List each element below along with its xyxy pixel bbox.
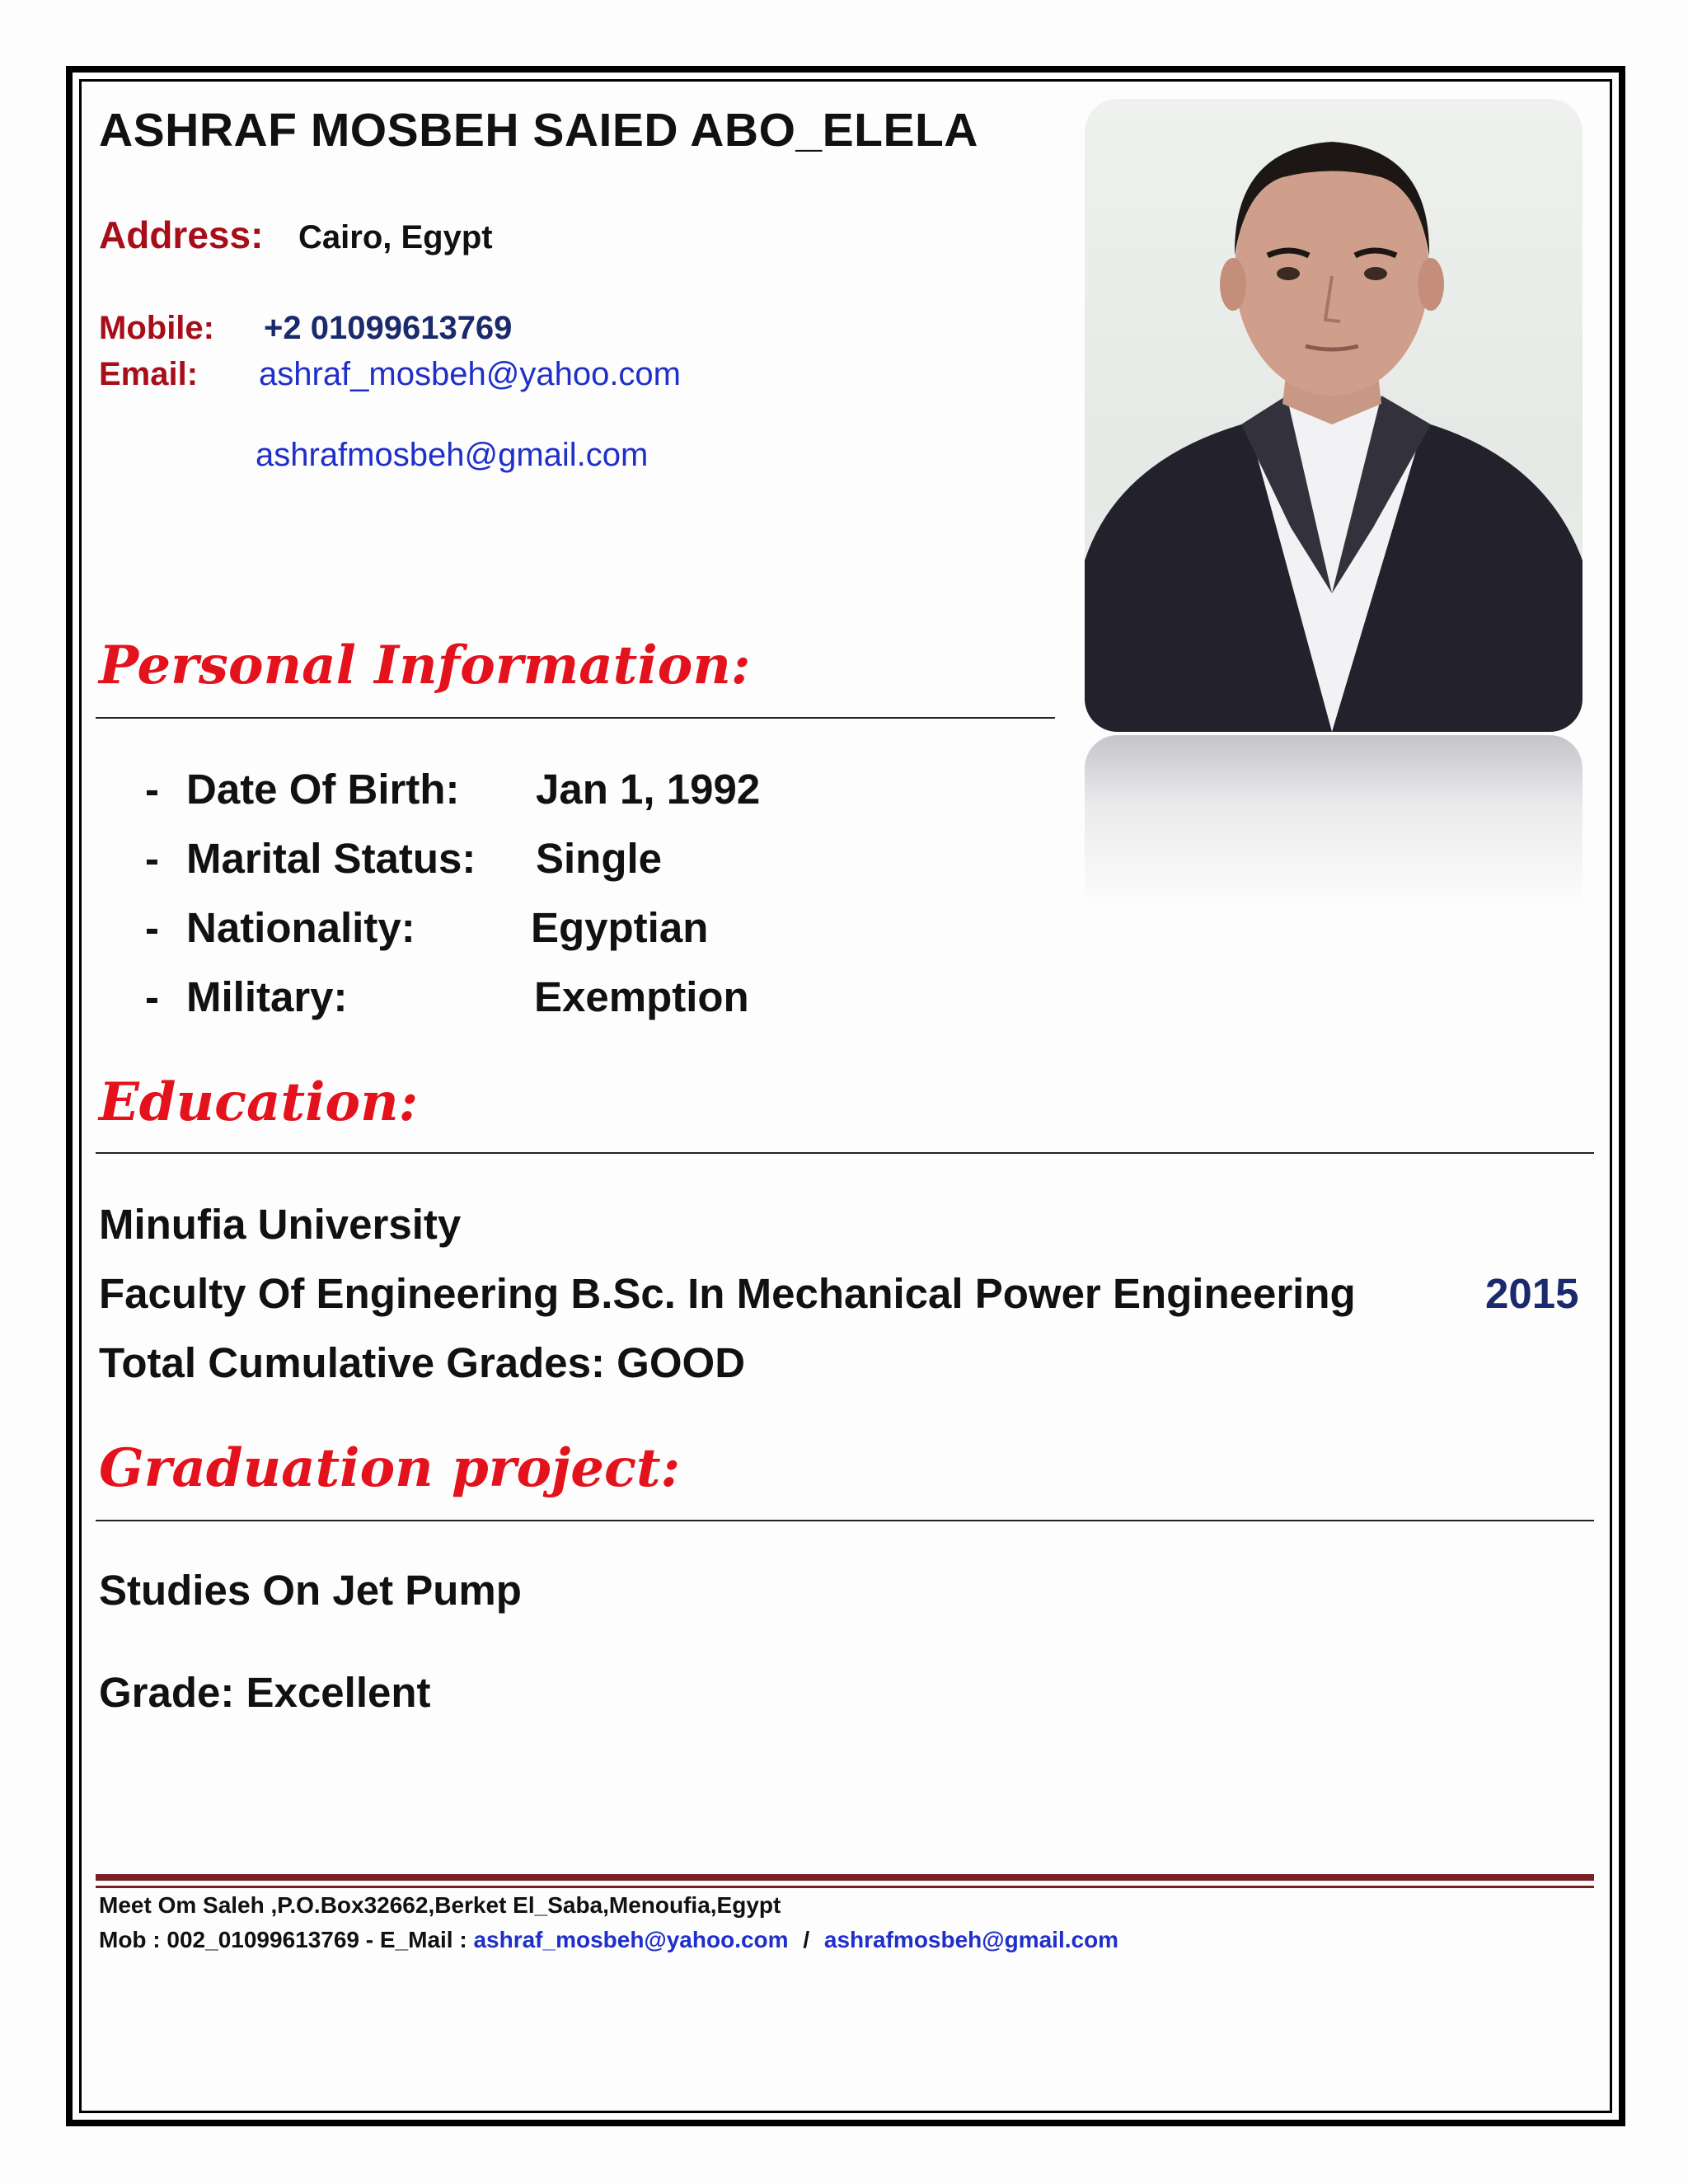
footer-separator: / bbox=[803, 1927, 810, 1952]
section-title-education: Education: bbox=[99, 1071, 419, 1133]
bullet-dash: - bbox=[145, 766, 159, 813]
section-divider-personal bbox=[96, 717, 1055, 719]
cumulative-grades: Total Cumulative Grades: GOOD bbox=[99, 1339, 746, 1386]
section-divider-education bbox=[96, 1152, 1594, 1154]
military-label: Military: bbox=[186, 973, 348, 1020]
marital-status-value: Single bbox=[536, 835, 663, 882]
bullet-dash: - bbox=[145, 904, 159, 951]
footer-email-yahoo[interactable]: ashraf_mosbeh@yahoo.com bbox=[473, 1927, 789, 1952]
project-name: Studies On Jet Pump bbox=[99, 1567, 522, 1614]
footer-contact-line bbox=[99, 1927, 1118, 1953]
graduation-year: 2015 bbox=[1485, 1270, 1579, 1317]
mobile-value: +2 01099613769 bbox=[264, 310, 513, 346]
nationality-value: Egyptian bbox=[531, 904, 709, 951]
university-name: Minufia University bbox=[99, 1201, 462, 1248]
email-link-gmail[interactable]: ashrafmosbeh@gmail.com bbox=[256, 437, 649, 473]
bullet-dash: - bbox=[145, 973, 159, 1020]
email-label: Email: bbox=[99, 356, 199, 392]
project-grade: Grade: Excellent bbox=[99, 1669, 431, 1716]
section-title-project: Graduation project: bbox=[99, 1437, 681, 1499]
portrait-illustration bbox=[1085, 99, 1582, 732]
dob-value: Jan 1, 1992 bbox=[536, 766, 761, 813]
degree-text: Faculty Of Engineering B.Sc. In Mechanical Power Engineering bbox=[99, 1270, 1356, 1317]
address-label: Address: bbox=[99, 213, 264, 256]
bullet-dash: - bbox=[145, 835, 159, 882]
mobile-label: Mobile: bbox=[99, 310, 214, 346]
profile-photo bbox=[1085, 99, 1582, 732]
dob-label: Date Of Birth: bbox=[186, 766, 460, 813]
nationality-label: Nationality: bbox=[186, 904, 415, 951]
military-value: Exemption bbox=[534, 973, 749, 1020]
footer-divider-thick bbox=[96, 1874, 1594, 1881]
footer-divider-thin bbox=[96, 1886, 1594, 1888]
address-value: Cairo, Egypt bbox=[298, 219, 493, 255]
marital-status-label: Marital Status: bbox=[186, 835, 476, 882]
footer-address: Meet Om Saleh ,P.O.Box32662,Berket El_Saba,Menoufia,Egypt bbox=[99, 1892, 781, 1918]
email-link-yahoo[interactable]: ashraf_mosbeh@yahoo.com bbox=[259, 356, 681, 392]
section-divider-project bbox=[96, 1520, 1594, 1521]
footer-email-gmail[interactable]: ashrafmosbeh@gmail.com bbox=[823, 1927, 1119, 1952]
candidate-name: ASHRAF MOSBEH SAIED ABO_ELELA bbox=[99, 104, 978, 157]
section-title-personal: Personal Information: bbox=[99, 635, 751, 696]
photo-reflection bbox=[1085, 735, 1582, 908]
footer-contact-prefix: Mob : 002_01099613769 - E_Mail : bbox=[99, 1927, 467, 1952]
